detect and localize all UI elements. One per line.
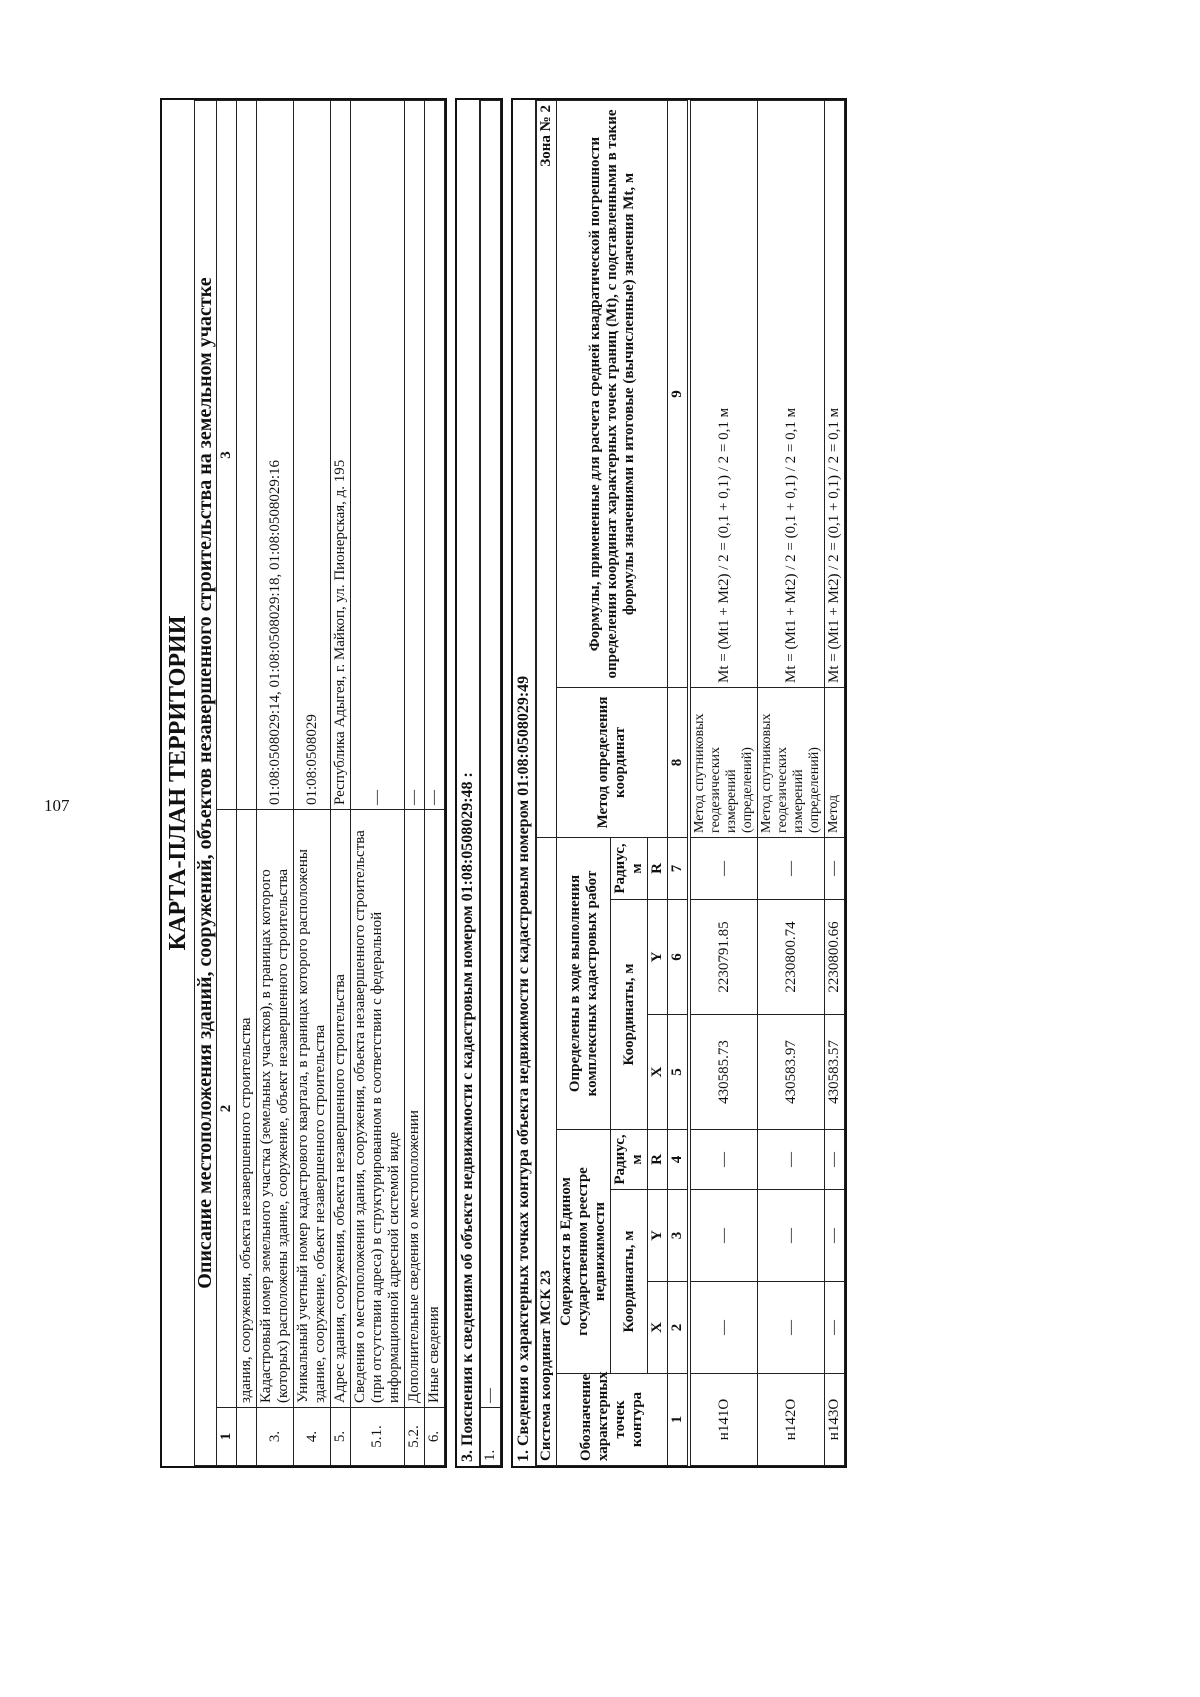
header-y: Y	[648, 900, 668, 1015]
zone-label: Зона № 2	[537, 101, 557, 838]
document-title: КАРТА-ПЛАН ТЕРРИТОРИИ	[165, 615, 191, 951]
row-value: —	[425, 101, 445, 810]
notes-block	[455, 98, 503, 1468]
row-label: Сведения о местоположении здания, сооружения, объекта незавершенного строительства (при отсутствии адреса) в структурированном в соответствии с федеральной информационной адресной системой виде	[351, 810, 405, 1408]
formula: Mt = (Mt1 + Mt2) / 2 = (0,1 + 0,1) / 2 = 0,1 м	[758, 101, 825, 688]
points-heading: 1. Сведения о характерных точках контура объекта недвижимости с кадастровым номером 01:08:0508029:49	[513, 100, 536, 1466]
x-egrn: —	[825, 1282, 845, 1374]
row-number: 5.1.	[351, 1408, 405, 1466]
row-label: Адрес здания, сооружения, объекта незавершенного строительства	[331, 810, 351, 1408]
notes-table	[480, 100, 501, 1466]
col-num: 2	[668, 1282, 690, 1374]
row-label: здания, сооружения, объекта незавершенного строительства	[237, 810, 257, 1408]
header-coords-egrn: Координаты, м	[611, 1190, 648, 1374]
x-value: 430583.57	[825, 1015, 845, 1130]
header-designation: Обозначение характерных точек контура	[557, 1374, 668, 1466]
row-number: 3.	[257, 1408, 294, 1466]
header-radius-cad: Радиус, м	[611, 837, 648, 899]
coord-system: Система координат МСК 23	[537, 837, 557, 1465]
y-egrn: —	[825, 1190, 845, 1282]
method: Метод спутниковых геодезических измерений (определений)	[758, 687, 825, 837]
row-value: —	[481, 101, 501, 1408]
header-x: X	[648, 1015, 668, 1130]
table-row	[294, 101, 331, 1466]
table-row	[257, 101, 294, 1466]
header-r: R	[648, 1130, 668, 1190]
table-row	[351, 101, 405, 1466]
row-label: Иные сведения	[425, 810, 445, 1408]
header-r: R	[648, 837, 668, 899]
table-row	[331, 101, 351, 1466]
row-label: Кадастровый номер земельного участка (земельных участков), в границах которого (которых) расположены здание, сооружение, объект незавершенного строительства	[257, 810, 294, 1408]
method: Метод	[825, 687, 845, 837]
row-number: 5.2.	[405, 1408, 425, 1466]
row-value: —	[405, 101, 425, 810]
row-number	[237, 1408, 257, 1466]
col-num: 3	[668, 1190, 690, 1282]
col-num: 8	[668, 687, 690, 837]
table-row	[481, 101, 501, 1466]
formula: Mt = (Mt1 + Mt2) / 2 = (0,1 + 0,1) / 2 = 0,1 м	[825, 101, 845, 688]
row-value: 01:08:0508029	[294, 101, 331, 810]
header-egrn: Содержатся в Едином государственном реестре недвижимости	[557, 1130, 611, 1374]
table-row	[425, 101, 445, 1466]
points-table	[536, 100, 845, 1466]
r-value: —	[689, 837, 758, 899]
row-value	[237, 101, 257, 810]
document-sheet	[160, 98, 1078, 1468]
description-table	[194, 100, 445, 1466]
point-designation: н143О	[825, 1374, 845, 1466]
table-row	[825, 101, 845, 1466]
col-num: 6	[668, 900, 690, 1015]
col-num: 7	[668, 837, 690, 899]
y-egrn: —	[689, 1190, 758, 1282]
y-egrn: —	[758, 1190, 825, 1282]
table-row	[689, 101, 758, 1466]
point-designation: н141О	[689, 1374, 758, 1466]
r-egrn: —	[689, 1130, 758, 1190]
method: Метод спутниковых геодезических измерений (определений)	[689, 687, 758, 837]
y-value: 2230800.74	[758, 900, 825, 1015]
x-value: 430585.73	[689, 1015, 758, 1130]
r-value: —	[825, 837, 845, 899]
table-row	[405, 101, 425, 1466]
r-egrn: —	[758, 1130, 825, 1190]
col-num: 2	[217, 810, 237, 1408]
page-number: 107	[44, 796, 70, 815]
y-value: 2230791.85	[689, 900, 758, 1015]
column-number-row	[668, 101, 690, 1466]
col-num: 9	[668, 101, 690, 688]
y-value: 2230800.66	[825, 900, 845, 1015]
point-designation: н142О	[758, 1374, 825, 1466]
row-value: —	[351, 101, 405, 810]
header-radius-egrn: Радиус, м	[611, 1130, 648, 1190]
row-number: 6.	[425, 1408, 445, 1466]
header-cadastral: Определены в ходе выполнения комплексных кадастровых работ	[557, 837, 611, 1129]
col-num: 5	[668, 1015, 690, 1130]
row-value: 01:08:0508029:14, 01:08:0508029:18, 01:08:0508029:16	[257, 101, 294, 810]
row-number: 1.	[481, 1408, 501, 1466]
r-value: —	[758, 837, 825, 899]
header-method: Метод определения координат	[557, 687, 668, 837]
table-row	[237, 101, 257, 1466]
row-label: Уникальный учетный номер кадастрового квартала, в границах которого расположены здание, сооружение, объект незавершенного строительства	[294, 810, 331, 1408]
table-row	[758, 101, 825, 1466]
notes-heading: 3. Пояснения к сведениям об объекте недвижимости с кадастровым номером 01:08:0508029:48 :	[457, 100, 480, 1466]
points-block	[511, 98, 847, 1468]
formula: Mt = (Mt1 + Mt2) / 2 = (0,1 + 0,1) / 2 = 0,1 м	[689, 101, 758, 688]
column-number-row	[217, 101, 237, 1466]
x-egrn: —	[689, 1282, 758, 1374]
header-formula: Формулы, примененные для расчета средней квадратической погрешности определения координат характерных точек границ (Mt), с подставленными в такие формулы значениями и итоговые (вычисленные) значения Mt, м	[557, 101, 668, 688]
row-label: Дополнительные сведения о местоположении	[405, 810, 425, 1408]
col-num: 3	[217, 101, 237, 810]
row-value: Республика Адыгея, г. Майкоп, ул. Пионерская, д. 195	[331, 101, 351, 810]
col-num: 4	[668, 1130, 690, 1190]
col-num: 1	[668, 1374, 690, 1466]
col-num: 1	[217, 1408, 237, 1466]
header-x: X	[648, 1282, 668, 1374]
description-block	[160, 98, 447, 1468]
x-egrn: —	[758, 1282, 825, 1374]
header-coords-cad: Координаты, м	[611, 900, 648, 1130]
row-number: 5.	[331, 1408, 351, 1466]
description-heading: Описание местоположения зданий, сооружений, объектов незавершенного строительства на земельном участке	[195, 101, 217, 1466]
header-y: Y	[648, 1190, 668, 1282]
r-egrn: —	[825, 1130, 845, 1190]
x-value: 430583.97	[758, 1015, 825, 1130]
row-number: 4.	[294, 1408, 331, 1466]
